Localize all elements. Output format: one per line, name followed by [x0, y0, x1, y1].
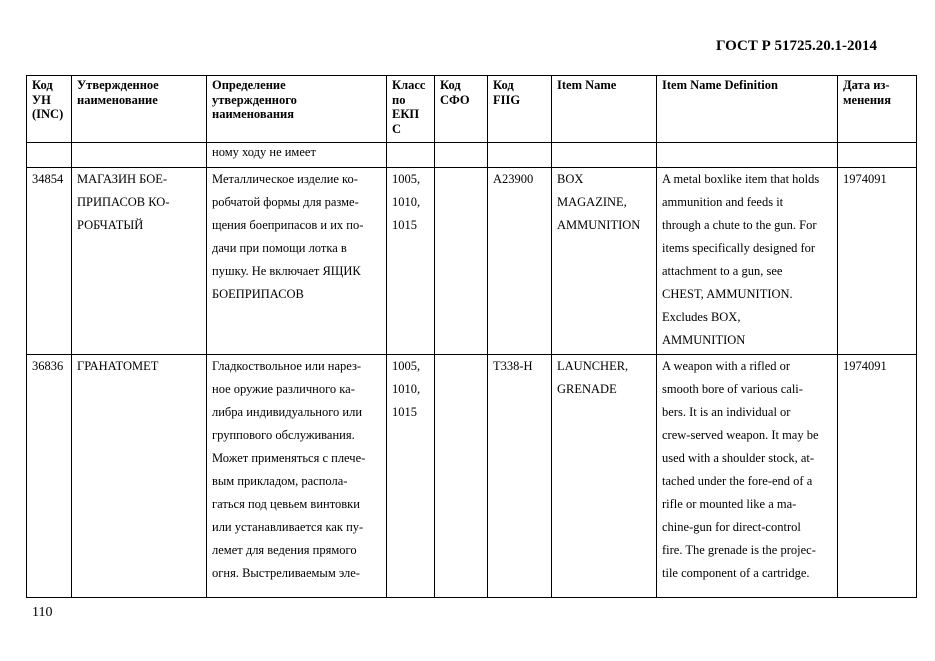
- header-row: [27, 76, 917, 143]
- col-header-fiig: Код FIIG: [488, 76, 552, 143]
- col-header-approved-name: Утвержденное наименование: [72, 76, 207, 143]
- col-header-definition: Определение утвержденного наименования: [207, 76, 387, 143]
- fiig-cell: A23900: [488, 168, 552, 355]
- table-cell: [72, 143, 207, 168]
- table-row: [27, 168, 917, 355]
- item-name-table: [26, 75, 917, 598]
- inc-cell: 34854: [27, 168, 72, 355]
- item-definition-cell: A metal boxlike item that holds ammunition and feeds it through a chute to the gun. For items specifically designed for attachment to a gun, see CHEST, AMMUNITION. Excludes BOX, AMMUNITION: [657, 168, 838, 355]
- name-cell: МАГАЗИН БОЕ- ПРИПАСОВ КО- РОБЧАТЫЙ: [72, 168, 207, 355]
- col-header-item-name-definition: Item Name Definition: [657, 76, 838, 143]
- table-cell: [387, 143, 435, 168]
- table-row: [27, 355, 917, 598]
- standard-designation: ГОСТ Р 51725.20.1-2014: [716, 38, 878, 54]
- table-cell: [27, 143, 72, 168]
- definition-cell: Металлическое изделие ко- робчатой формы для разме- щения боеприпасов и их по- дачи при помощи лотка в пушку. Не включает ЯЩИК БОЕПРИПАСОВ: [207, 168, 387, 355]
- table-cell: ному ходу не имеет: [207, 143, 387, 168]
- item-name-cell: BOX MAGAZINE, AMMUNITION: [552, 168, 657, 355]
- col-header-class: Класс по ЕКП С: [387, 76, 435, 143]
- definition-cell: Гладкоствольное или нарез- ное оружие различного ка- либра индивидуального или группового обслуживания. Может применяться с плече- вым прикладом, распола- гаться под цевьем винтовки или устанавливается как пу- лемет для ведения прямого огня. Выстреливаемым эле-: [207, 355, 387, 598]
- table-cell: [657, 143, 838, 168]
- col-header-change-date: Дата из- менения: [838, 76, 917, 143]
- page-number: 110: [32, 605, 53, 620]
- continuation-row: [27, 143, 917, 168]
- sfo-cell: [435, 355, 488, 598]
- class-cell: 1005, 1010, 1015: [387, 355, 435, 598]
- table-cell: [552, 143, 657, 168]
- col-header-inc: Код УН (INC): [27, 76, 72, 143]
- inc-cell: 36836: [27, 355, 72, 598]
- class-cell: 1005, 1010, 1015: [387, 168, 435, 355]
- item-name-cell: LAUNCHER, GRENADE: [552, 355, 657, 598]
- col-header-item-name: Item Name: [552, 76, 657, 143]
- table-cell: [488, 143, 552, 168]
- change-date-cell: 1974091: [838, 168, 917, 355]
- col-header-sfo: Код СФО: [435, 76, 488, 143]
- sfo-cell: [435, 168, 488, 355]
- table-cell: [435, 143, 488, 168]
- fiig-cell: T338-H: [488, 355, 552, 598]
- change-date-cell: 1974091: [838, 355, 917, 598]
- table-cell: [838, 143, 917, 168]
- item-definition-cell: A weapon with a rifled or smooth bore of various cali- bers. It is an individual or crew-served weapon. It may be used with a shoulder stock, at- tached under the fore-end of a rifle or mounted like a ma- chine-gun for direct-control fire. The grenade is the projec- tile component of a cartridge.: [657, 355, 838, 598]
- name-cell: ГРАНАТОМЕТ: [72, 355, 207, 598]
